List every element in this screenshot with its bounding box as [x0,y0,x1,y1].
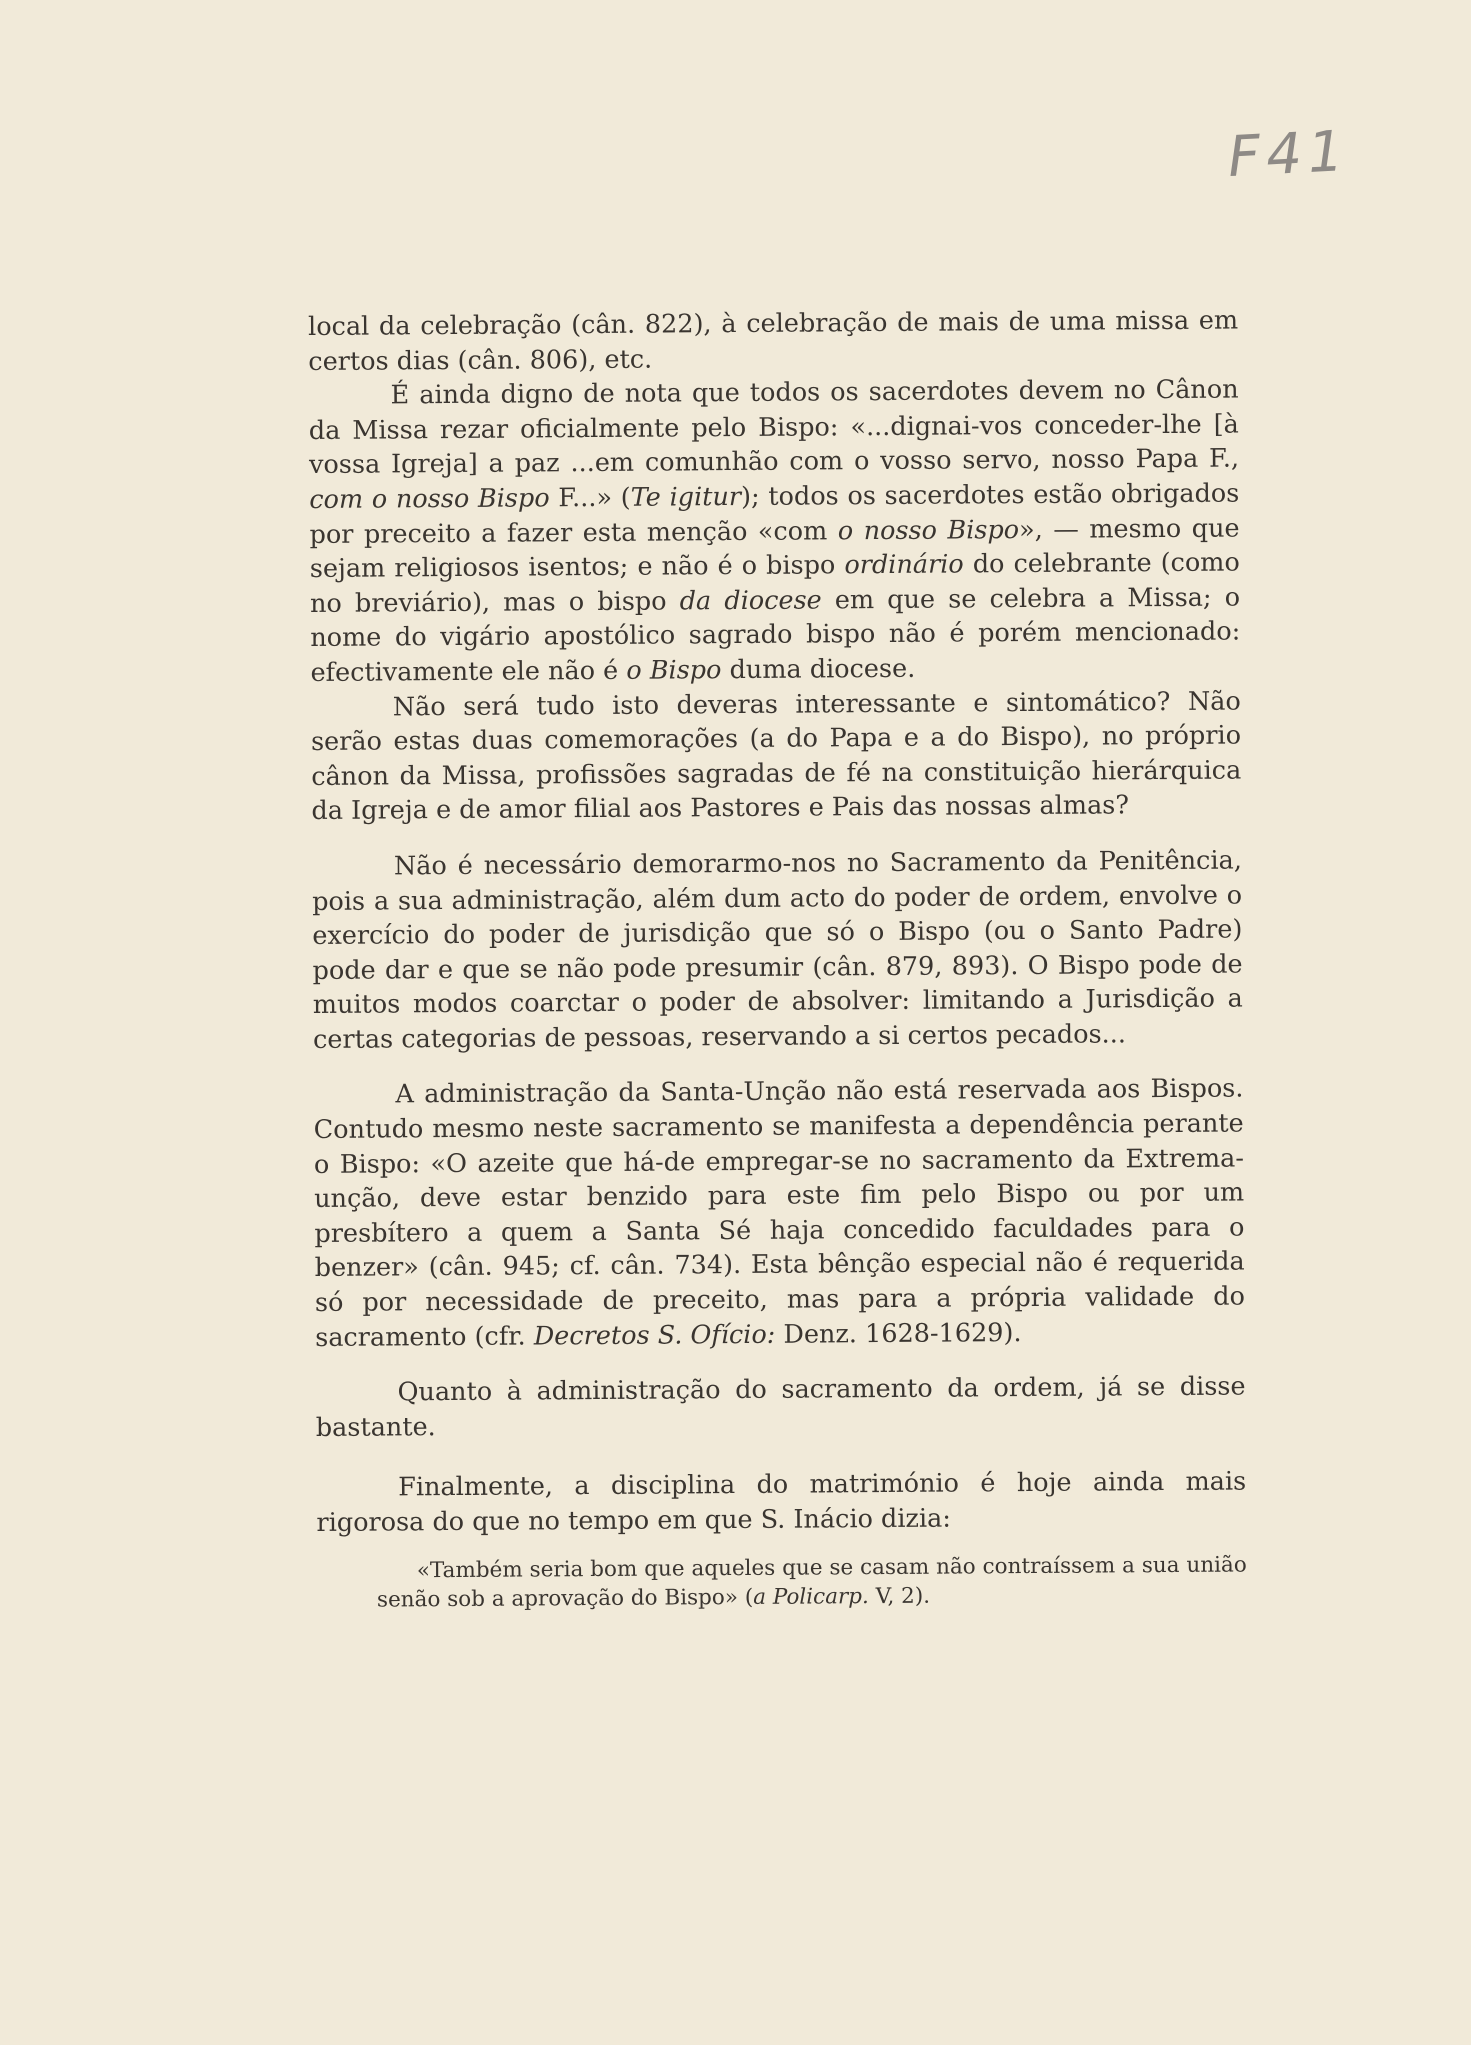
italic-run: o nosso Bispo [837,514,1020,546]
text-run: A administração da Santa-Unção não está reservada aos Bispos. Contudo mesmo neste sacramento se manifesta a dependência perante o Bispo: «O azeite que há-de empregar-se no sacramento da Extrema-unção, deve estar benzido para este fim pelo Bispo ou por um presbítero a quem a Santa Sé haja concedido faculdades para o benzer» (cân. 945; cf. cân. 734). Esta bênção especial não é requerida só por necessidade de preceito, mas para a própria validade do sacramento (cfr. [313,1073,1246,1353]
quotation-ignatius [377,1550,1247,1614]
italic-run: Te igitur [630,481,742,513]
text-run: », — mesmo que sejam religiosos isentos; e não é o bispo [309,513,1240,585]
text-run: em que se celebra a Missa; o nome do vigário apostólico sagrado bispo não é porém mencionado: efectivamente ele não é [310,582,1241,688]
text-run: F...» ( [549,482,631,514]
paragraph-canon-prayer [308,373,1240,691]
paragraph-matrimony: Finalmente, a disciplina do matrimónio é hoje ainda mais rigorosa do que no tempo em que S. Inácio dizia: [316,1466,1247,1538]
folio-mark: F41 [1226,118,1352,191]
text-run: «Também seria bom que aqueles que se casam não contraíssem a sua união senão sob a aprovação do Bispo» ( [376,1552,1247,1613]
italic-run: a Policarp. [753,1583,869,1610]
text-run: ); todos os sacerdotes estão obrigados por preceito a fazer esta menção «com [309,478,1240,550]
text-run: Denz. 1628-1629). [775,1317,1022,1350]
text-run: V, 2). [868,1583,931,1609]
italic-run: da diocese [679,585,822,617]
body-text [308,304,1247,1615]
italic-run: ordinário [844,549,964,581]
paragraph-orders: Quanto à administração do sacramento da ordem, já se disse bastante. [315,1371,1246,1443]
paragraph-celebration: local da celebração (cân. 822), à celebração de mais de uma missa em certos dias (cân. 806), etc. [308,305,1239,377]
paragraph-penance: Não é necessário demorarmo-nos no Sacramento da Penitência, pois a sua administração, além dum acto do poder de ordem, envolve o exercício do poder de jurisdição que só o Bispo (ou o Santo Padre) pode dar e que se não pode presumir (cân. 879, 893). O Bispo pode de muitos modos coarctar o poder de absolver: limitando a Jurisdição a certas categorias de pessoas, reservando a si certos pecados... [312,845,1243,1055]
text-run: do celebrante (como no breviário), mas o bispo [309,547,1240,619]
text-run: duma diocese. [721,653,916,686]
italic-run: Decretos S. Ofício: [533,1319,776,1352]
text-run: É ainda digno de nota que todos os sacerdotes devem no Cânon da Missa rezar oficialmente pelo Bispo: «...dignai-vos conceder-lhe [à vossa Igreja] a paz ...em comunhão com o vosso servo, nosso Papa F., [308,374,1240,481]
paragraph-unction [313,1072,1245,1355]
italic-run: com o nosso Bispo [309,483,550,515]
italic-run: o Bispo [626,655,722,686]
paragraph-symptomatic: Não será tudo isto deveras interessante e sintomático? Não serão estas duas comemorações (a do Papa e a do Bispo), no próprio cânon da Missa, profissões sagradas de fé na constituição hierárquica da Igreja e de amor filial aos Pastores e Pais das nossas almas? [310,686,1242,827]
